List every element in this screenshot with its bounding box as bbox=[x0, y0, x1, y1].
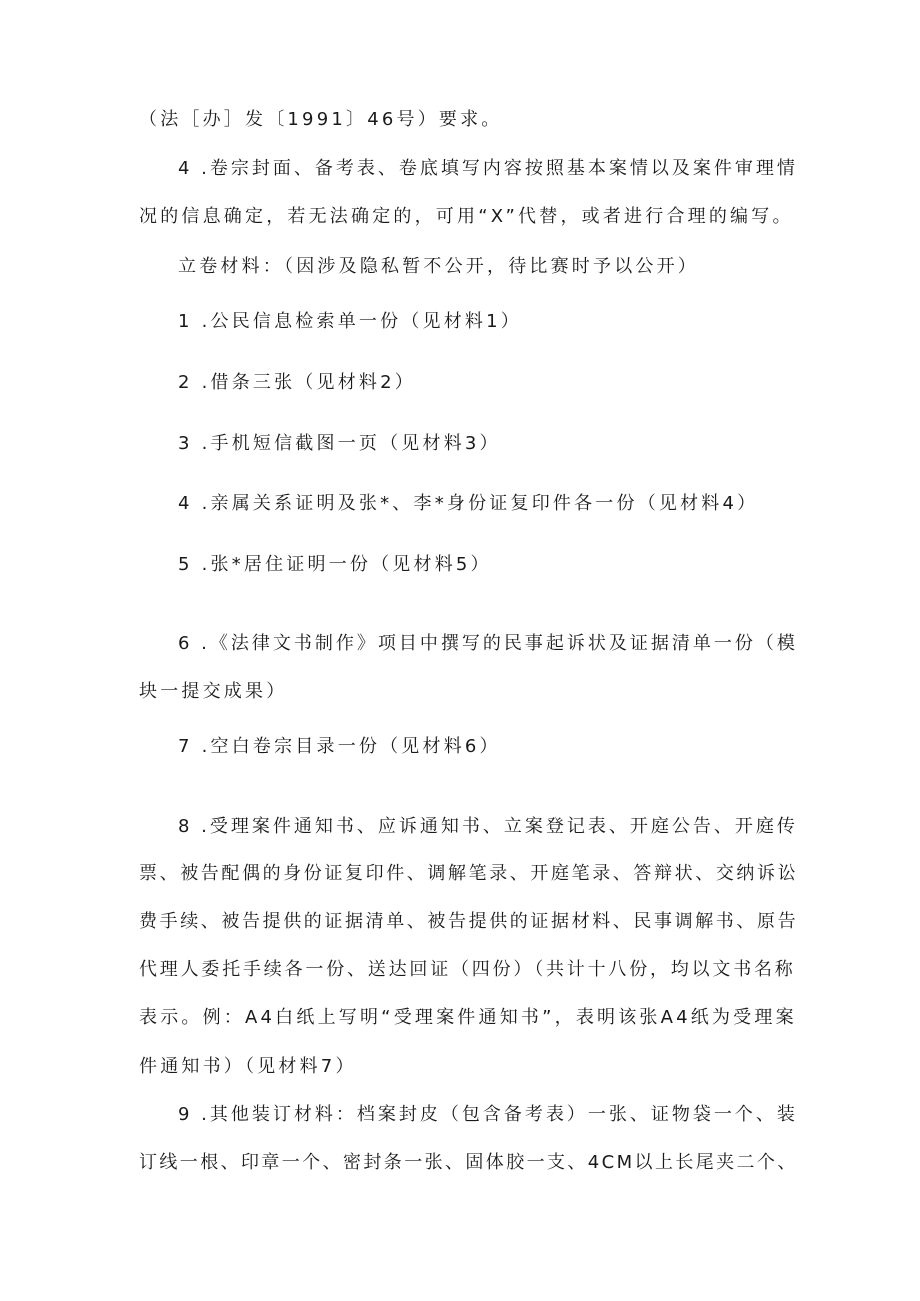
material-item-2: 2 .借条三张（见材料2） bbox=[178, 372, 416, 393]
material-item-7: 7 .空白卷宗目录一份（见材料6） bbox=[178, 736, 501, 757]
item-4-line-1: 4 .卷宗封面、备考表、卷底填写内容按照基本案情以及案件审理情 bbox=[178, 158, 798, 179]
material-item-3: 3 .手机短信截图一页（见材料3） bbox=[178, 433, 501, 454]
material-item-6-line-1: 6 .《法律文书制作》项目中撰写的民事起诉状及证据清单一份（模 bbox=[178, 633, 798, 654]
material-item-8-line-2: 票、被告配偶的身份证复印件、调解笔录、开庭笔录、答辩状、交纳诉讼 bbox=[139, 863, 799, 884]
materials-heading: 立卷材料：（因涉及隐私暂不公开，待比赛时予以公开） bbox=[178, 256, 699, 277]
material-item-8-line-5: 表示。例：A4白纸上写明“受理案件通知书”，表明该张A4纸为受理案 bbox=[139, 1007, 797, 1028]
item-4-line-2: 况的信息确定，若无法确定的，可用“X”代替，或者进行合理的编写。 bbox=[139, 206, 794, 227]
material-item-9-line-2: 订线一根、印章一个、密封条一张、固体胶一支、4CM以上长尾夹二个、 bbox=[139, 1152, 798, 1173]
material-item-5: 5 .张*居住证明一份（见材料5） bbox=[178, 554, 492, 575]
material-item-8-line-6: 件通知书）（见材料7） bbox=[139, 1056, 357, 1077]
material-item-8-line-1: 8 .受理案件通知书、应诉通知书、立案登记表、开庭公告、开庭传 bbox=[178, 816, 798, 837]
material-item-1: 1 .公民信息检索单一份（见材料1） bbox=[178, 311, 522, 332]
material-item-8-line-4: 代理人委托手续各一份、送达回证（四份）（共计十八份，均以文书名称 bbox=[139, 959, 796, 980]
material-item-4: 4 .亲属关系证明及张*、李*身份证复印件各一份（见材料4） bbox=[178, 493, 759, 514]
text-line-1: （法［办］发〔1991〕46号）要求。 bbox=[139, 109, 503, 130]
material-item-6-line-2: 块一提交成果） bbox=[139, 681, 288, 702]
material-item-9-line-1: 9 .其他装订材料：档案封皮（包含备考表）一张、证物袋一个、装 bbox=[178, 1104, 798, 1125]
material-item-8-line-3: 费手续、被告提供的证据清单、被告提供的证据材料、民事调解书、原告 bbox=[139, 911, 799, 932]
